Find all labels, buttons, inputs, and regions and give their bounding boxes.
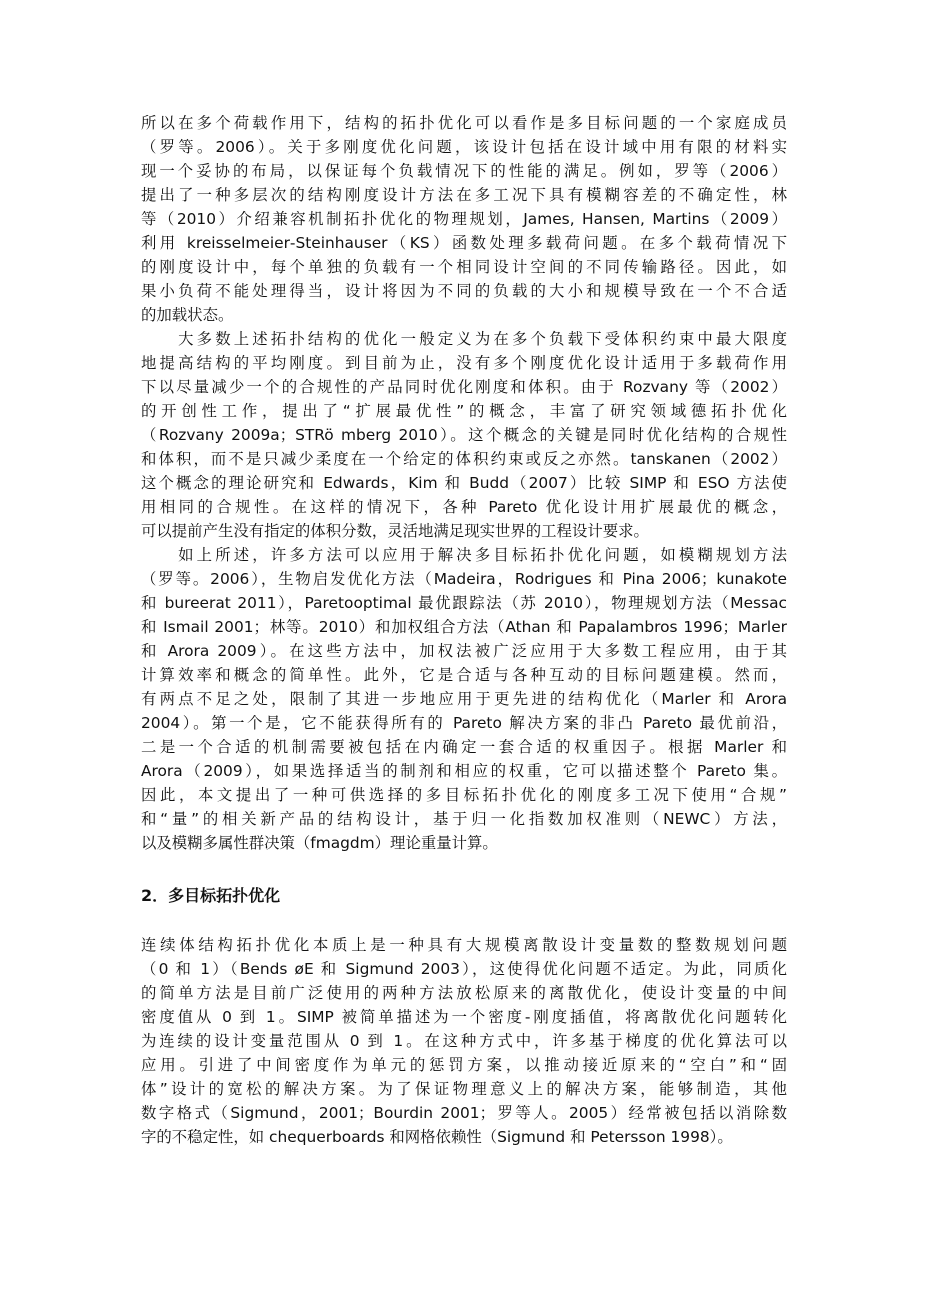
- paragraph-3: [141, 543, 787, 855]
- document-page: [141, 111, 787, 1149]
- text-line: 用相同的合规性。在这样的情况下，各种 Pareto 优化设计用扩展最优的概念，: [141, 498, 787, 516]
- text-line: 有两点不足之处，限制了其进一步地应用于更先进的结构优化（Marler 和 Arora: [141, 690, 787, 708]
- text-line: 和 bureerat 2011），Paretooptimal 最优跟踪法（苏 2010），物理规划方法（Messac: [141, 594, 787, 612]
- text-line: 和“量”的相关新产品的结构设计，基于归一化指数加权准则（NEWC）方法，: [141, 810, 787, 828]
- text-line: 可以提前产生没有指定的体积分数，灵活地满足现实世界的工程设计要求。: [141, 522, 649, 540]
- text-line: （罗等。2006）。关于多刚度优化问题，该设计包括在设计域中用有限的材料实: [141, 138, 787, 156]
- text-line: 果小负荷不能处理得当，设计将因为不同的负载的大小和规模导致在一个不合适: [141, 282, 787, 300]
- text-line: 和 Ismail 2001；林等。2010）和加权组合方法（Athan 和 Papalambros 1996；Marler: [141, 618, 787, 636]
- text-line: 等（2010）介绍兼容机制拓扑优化的物理规划，James, Hansen, Martins（2009）: [141, 210, 787, 228]
- paragraph-2: [141, 327, 787, 543]
- text-line: 数字格式（Sigmund，2001；Bourdin 2001；罗等人。2005）经常被包括以消除数: [141, 1104, 787, 1122]
- text-line: 这个概念的理论研究和 Edwards，Kim 和 Budd（2007）比较 SIMP 和 ESO 方法使: [141, 474, 787, 492]
- text-line: 密度值从 0 到 1。SIMP 被简单描述为一个密度‑刚度插值，将离散优化问题转化: [141, 1008, 787, 1026]
- text-line: 提出了一种多层次的结构刚度设计方法在多工况下具有模糊容差的不确定性，林: [141, 186, 787, 204]
- text-line: 因此，本文提出了一种可供选择的多目标拓扑优化的刚度多工况下使用“合规”: [141, 786, 787, 804]
- text-line: 二是一个合适的机制需要被包括在内确定一套合适的权重因子。根据 Marler 和: [141, 738, 787, 756]
- paragraph-1: [141, 111, 787, 327]
- text-line: 连续体结构拓扑优化本质上是一种具有大规模离散设计变量数的整数规划问题: [141, 936, 787, 954]
- text-line: 和体积，而不是只减少柔度在一个给定的体积约束或反之亦然。tanskanen（2002）: [141, 450, 787, 468]
- section-heading: 2．多目标拓扑优化: [141, 886, 281, 905]
- text-line: 的刚度设计中，每个单独的负载有一个相同设计空间的不同传输路径。因此，如: [141, 258, 787, 276]
- text-line: 下以尽量减少一个的合规性的产品同时优化刚度和体积。由于 Rozvany 等（2002）: [141, 378, 787, 396]
- text-line: 利用 kreisselmeier‑Steinhauser（KS）函数处理多载荷问题。在多个载荷情况下: [141, 234, 787, 252]
- text-line: 的简单方法是目前广泛使用的两种方法放松原来的离散优化，使设计变量的中间: [141, 984, 787, 1002]
- text-line: 的开创性工作，提出了“扩展最优性”的概念，丰富了研究领域德拓扑优化: [141, 402, 787, 420]
- text-line: （0 和 1）（Bends øE 和 Sigmund 2003），这使得优化问题不适定。为此，同质化: [141, 960, 787, 978]
- section-paragraph: [141, 933, 787, 1149]
- text-line: 如上所述，许多方法可以应用于解决多目标拓扑优化问题，如模糊规划方法: [141, 546, 787, 564]
- text-line: 计算效率和概念的简单性。此外，它是合适与各种互动的目标问题建模。然而，: [141, 666, 787, 684]
- text-line: （罗等。2006），生物启发优化方法（Madeira，Rodrigues 和 Pina 2006；kunakote: [141, 570, 787, 588]
- text-line: 和 Arora 2009）。在这些方法中，加权法被广泛应用于大多数工程应用，由于其: [141, 642, 787, 660]
- text-line: （Rozvany 2009a；STRö mberg 2010）。这个概念的关键是同时优化结构的合规性: [141, 426, 787, 444]
- text-line: 地提高结构的平均刚度。到目前为止，没有多个刚度优化设计适用于多载荷作用: [141, 354, 787, 372]
- text-line: 以及模糊多属性群决策（fmagdm）理论重量计算。: [141, 834, 498, 852]
- text-line: 的加载状态。: [141, 306, 234, 324]
- text-line: 大多数上述拓扑结构的优化一般定义为在多个负载下受体积约束中最大限度: [141, 330, 787, 348]
- text-line: 2004）。第一个是，它不能获得所有的 Pareto 解决方案的非凸 Pareto 最优前沿，: [141, 714, 787, 732]
- text-line: 现一个妥协的布局，以保证每个负载情况下的性能的满足。例如，罗等（2006）: [141, 162, 787, 180]
- text-line: 字的不稳定性，如 chequerboards 和网格依赖性（Sigmund 和 Petersson 1998）。: [141, 1128, 733, 1146]
- text-line: 应用。引进了中间密度作为单元的惩罚方案，以推动接近原来的“空白”和“固: [141, 1056, 787, 1074]
- text-line: 体”设计的宽松的解决方案。为了保证物理意义上的解决方案，能够制造，其他: [141, 1080, 787, 1098]
- text-line: 为连续的设计变量范围从 0 到 1。在这种方式中，许多基于梯度的优化算法可以: [141, 1032, 787, 1050]
- text-line: 所以在多个荷载作用下，结构的拓扑优化可以看作是多目标问题的一个家庭成员: [141, 114, 787, 132]
- text-line: Arora（2009），如果选择适当的制剂和相应的权重，它可以描述整个 Pareto 集。: [141, 762, 787, 780]
